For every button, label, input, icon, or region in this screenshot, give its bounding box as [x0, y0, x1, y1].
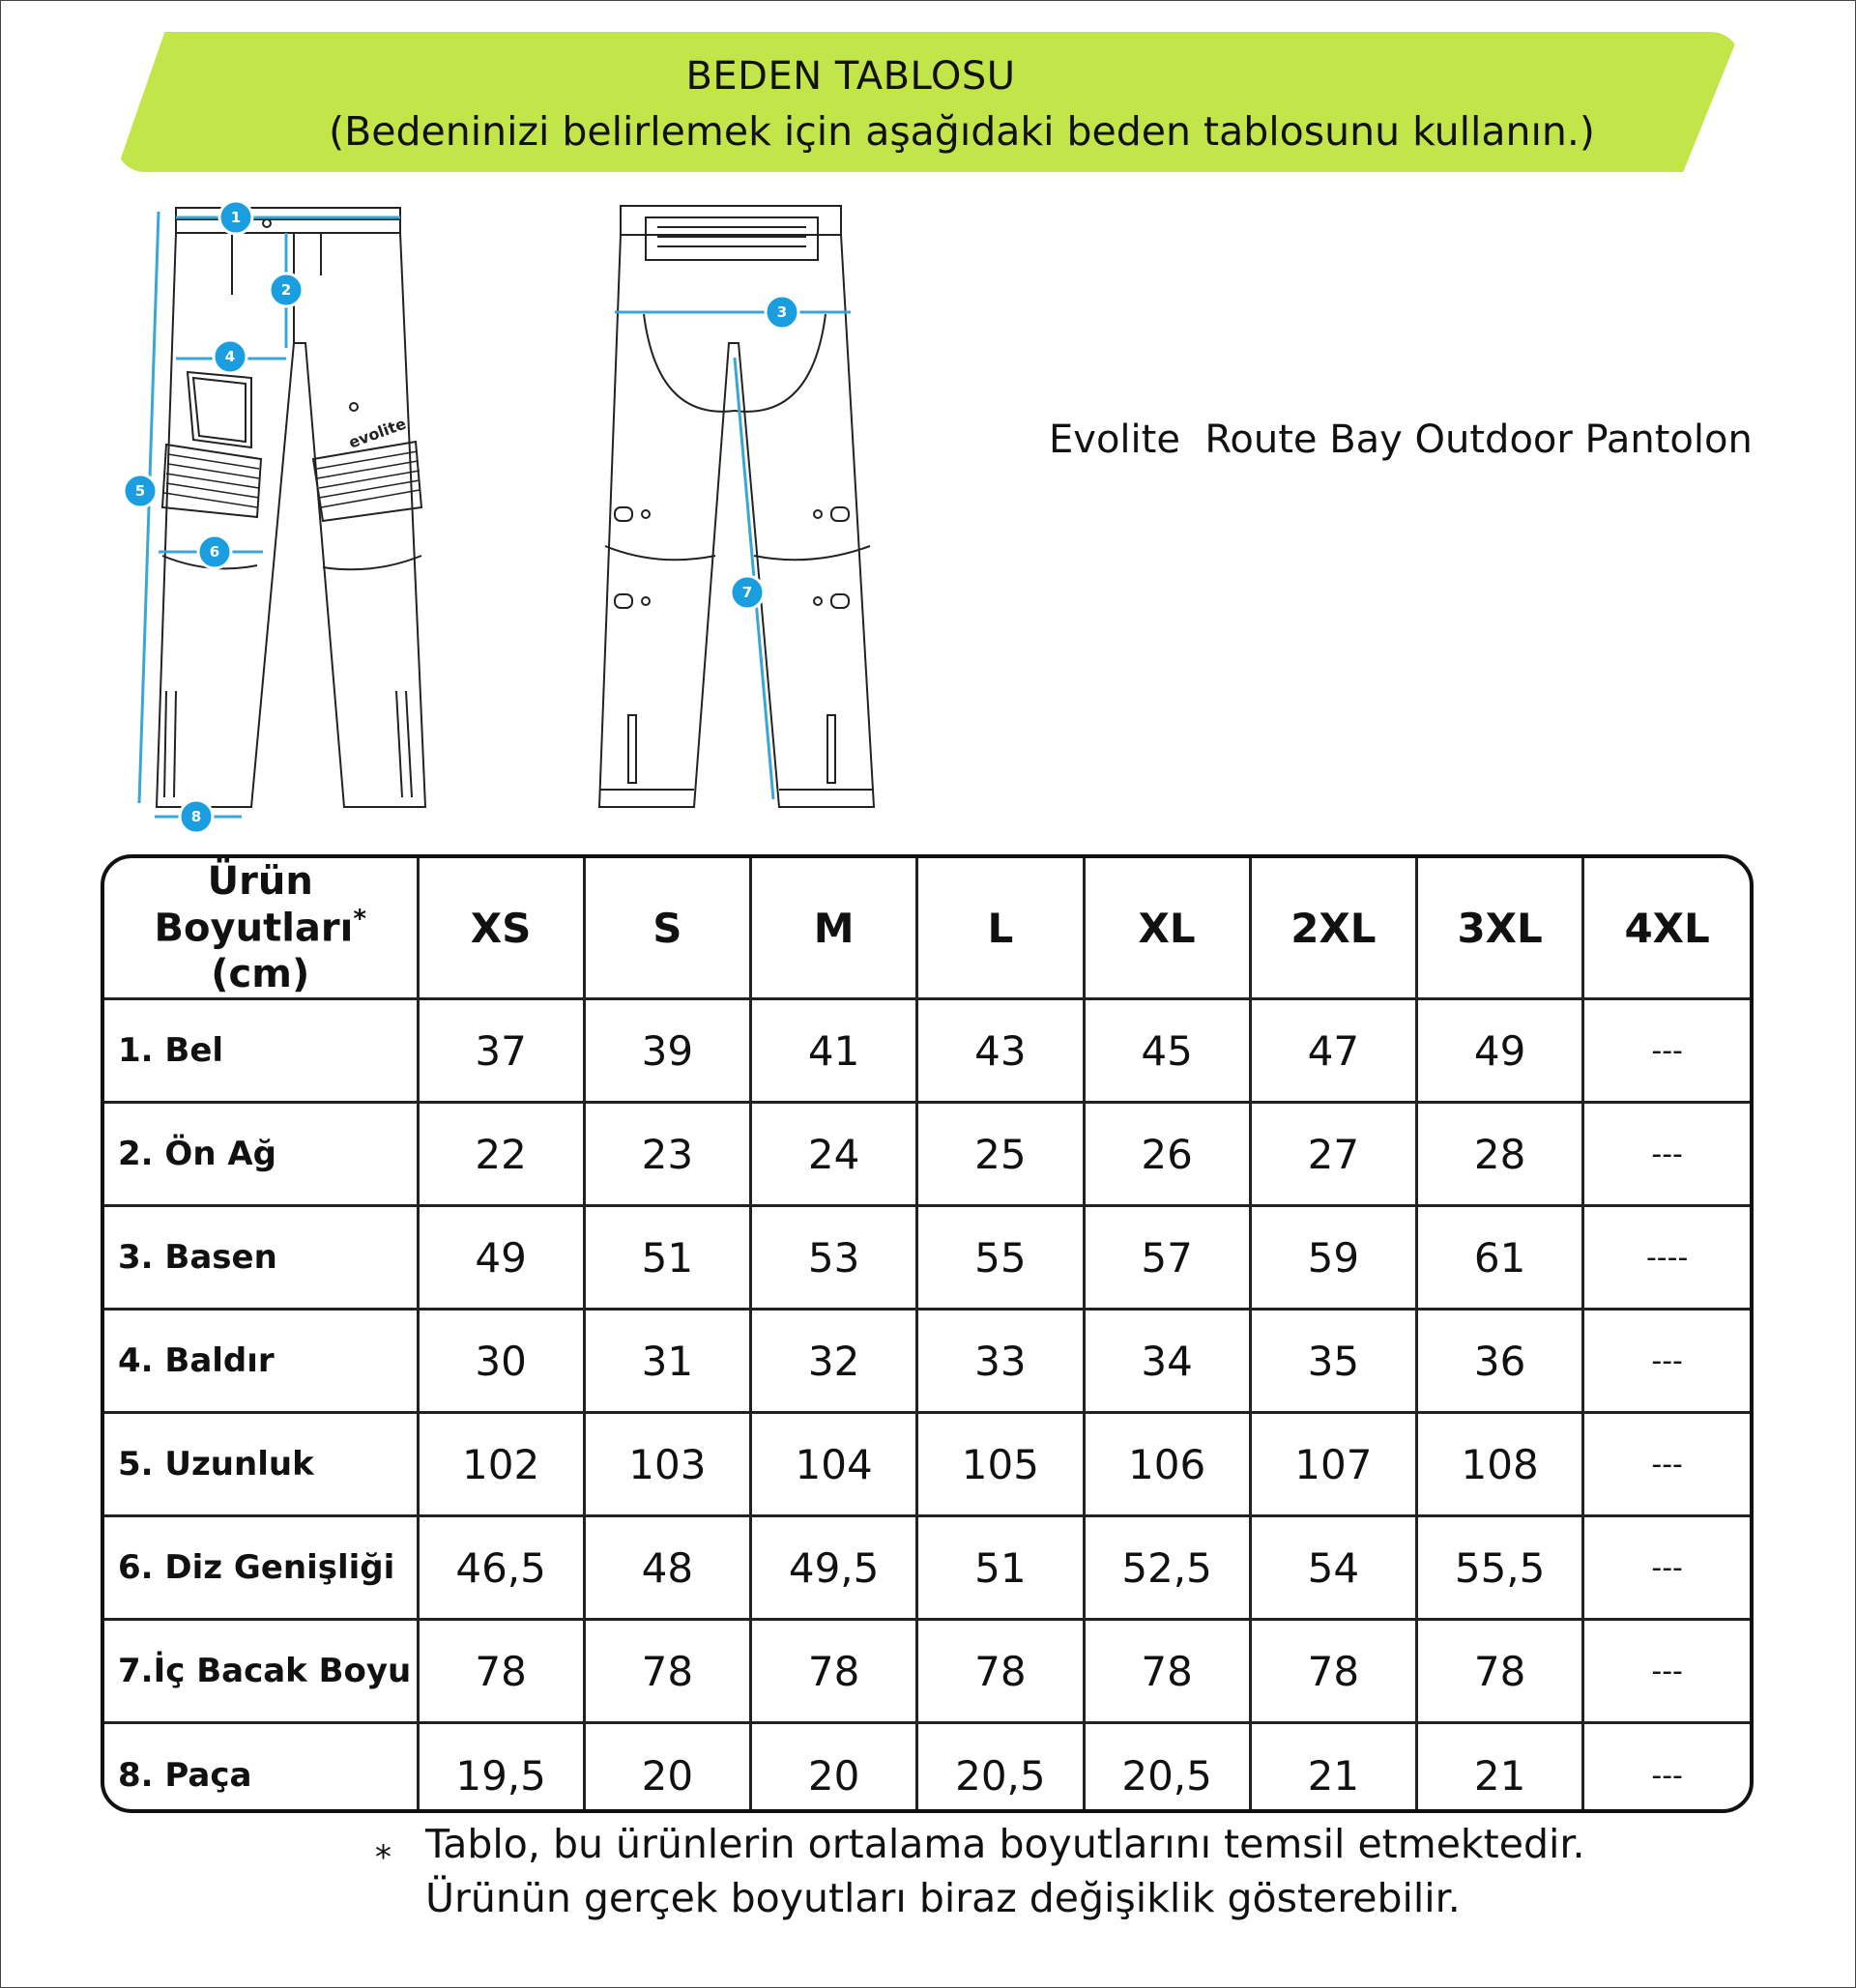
table-cell: 41 — [751, 999, 917, 1103]
table-cell: --- — [1583, 1103, 1750, 1206]
table-cell: 26 — [1084, 1103, 1250, 1206]
table-cell: --- — [1583, 1723, 1750, 1813]
footnote-line-2: Ürünün gerçek boyutları biraz değişiklik gösterebilir. — [425, 1875, 1461, 1921]
table-cell: --- — [1583, 1413, 1750, 1516]
size-header: 3XL — [1417, 858, 1583, 999]
svg-text:6: 6 — [209, 543, 220, 561]
table-cell: --- — [1583, 1516, 1750, 1620]
table-cell: 24 — [751, 1103, 917, 1206]
table-row — [104, 1103, 1750, 1206]
row-label: 6. Diz Genişliği — [104, 1516, 418, 1620]
table-row — [104, 1723, 1750, 1813]
product-name: Evolite Route Bay Outdoor Pantolon — [1049, 418, 1753, 462]
table-row — [104, 1206, 1750, 1310]
header-unit: (cm) — [211, 952, 310, 997]
row-label: 1. Bel — [104, 999, 418, 1103]
marker-7-icon — [731, 576, 764, 609]
marker-4-icon — [214, 340, 246, 373]
table-cell: 21 — [1417, 1723, 1583, 1813]
table-cell: 48 — [584, 1516, 750, 1620]
svg-text:3: 3 — [776, 303, 788, 321]
table-cell: 108 — [1417, 1413, 1583, 1516]
table-cell: 78 — [1250, 1620, 1416, 1723]
table-cell: 55 — [917, 1206, 1084, 1310]
row-label: 3. Basen — [104, 1206, 418, 1310]
table-cell: 57 — [1084, 1206, 1250, 1310]
table-cell: 31 — [584, 1310, 750, 1413]
back-pants-drawing — [599, 206, 874, 807]
table-cell: 78 — [1417, 1620, 1583, 1723]
table-cell: 21 — [1250, 1723, 1416, 1813]
page-title: BEDEN TABLOSU — [685, 54, 1016, 99]
size-header: L — [917, 858, 1084, 999]
table-cell: 107 — [1250, 1413, 1416, 1516]
table-cell: 78 — [751, 1620, 917, 1723]
table-cell: --- — [1583, 999, 1750, 1103]
row-label: 4. Baldır — [104, 1310, 418, 1413]
svg-text:7: 7 — [741, 584, 753, 601]
row-label: 5. Uzunluk — [104, 1413, 418, 1516]
table-cell: 19,5 — [418, 1723, 584, 1813]
table-row — [104, 1516, 1750, 1620]
row-label: 2. Ön Ağ — [104, 1103, 418, 1206]
table-cell: 106 — [1084, 1413, 1250, 1516]
table-cell: 23 — [584, 1103, 750, 1206]
table-cell: 49 — [418, 1206, 584, 1310]
row-label: 7.İç Bacak Boyu — [104, 1620, 418, 1723]
table-cell: 102 — [418, 1413, 584, 1516]
table-cell: 54 — [1250, 1516, 1416, 1620]
svg-text:8: 8 — [190, 808, 202, 825]
table-cell: 59 — [1250, 1206, 1416, 1310]
size-table — [101, 854, 1754, 1813]
size-header: XL — [1084, 858, 1250, 999]
header-label: Ürün Boyutları — [154, 859, 354, 951]
marker-8-icon — [180, 800, 213, 833]
table-cell: 36 — [1417, 1310, 1583, 1413]
table-cell: 35 — [1250, 1310, 1416, 1413]
table-cell: 22 — [418, 1103, 584, 1206]
table-cell: 47 — [1250, 999, 1416, 1103]
table-cell: 55,5 — [1417, 1516, 1583, 1620]
table-cell: 45 — [1084, 999, 1250, 1103]
marker-2-icon — [270, 274, 303, 306]
table-cell: 103 — [584, 1413, 750, 1516]
table-cell: 51 — [584, 1206, 750, 1310]
table-cell: 78 — [1084, 1620, 1250, 1723]
header-label-cell — [104, 858, 418, 999]
table-cell: 52,5 — [1084, 1516, 1250, 1620]
table-cell: 46,5 — [418, 1516, 584, 1620]
marker-6-icon — [198, 535, 231, 568]
table-cell: 53 — [751, 1206, 917, 1310]
header-asterisk: * — [353, 905, 366, 934]
table-row — [104, 999, 1750, 1103]
table-cell: --- — [1583, 1310, 1750, 1413]
svg-text:1: 1 — [230, 209, 242, 226]
table-row — [104, 1620, 1750, 1723]
table-cell: 43 — [917, 999, 1084, 1103]
table-cell: 34 — [1084, 1310, 1250, 1413]
table-cell: 39 — [584, 999, 750, 1103]
table-row — [104, 1413, 1750, 1516]
table-row — [104, 1310, 1750, 1413]
table-cell: 37 — [418, 999, 584, 1103]
marker-3-icon — [766, 296, 798, 329]
table-cell: ---- — [1583, 1206, 1750, 1310]
page-subtitle: (Bedeninizi belirlemek için aşağıdaki beden tablosunu kullanın.) — [329, 108, 1595, 155]
table-cell: 78 — [418, 1620, 584, 1723]
table-cell: 49,5 — [751, 1516, 917, 1620]
pants-diagram — [116, 188, 899, 836]
size-header: XS — [418, 858, 584, 999]
table-cell: 78 — [584, 1620, 750, 1723]
size-header: 2XL — [1250, 858, 1416, 999]
table-cell: 25 — [917, 1103, 1084, 1206]
svg-text:5: 5 — [134, 482, 146, 500]
size-header: 4XL — [1583, 858, 1750, 999]
table-cell: 27 — [1250, 1103, 1416, 1206]
table-cell: 28 — [1417, 1103, 1583, 1206]
size-header: M — [751, 858, 917, 999]
size-header: S — [584, 858, 750, 999]
table-header-row — [104, 858, 1750, 999]
table-cell: 49 — [1417, 999, 1583, 1103]
brand-mark: evolite — [346, 414, 409, 452]
table-cell: 20 — [751, 1723, 917, 1813]
table-cell: 20 — [584, 1723, 750, 1813]
table-cell: 61 — [1417, 1206, 1583, 1310]
row-label: 8. Paça — [104, 1723, 418, 1813]
table-cell: 78 — [917, 1620, 1084, 1723]
marker-1-icon — [219, 201, 252, 234]
svg-text:2: 2 — [280, 281, 292, 299]
table-cell: 104 — [751, 1413, 917, 1516]
table-cell: --- — [1583, 1620, 1750, 1723]
table-cell: 30 — [418, 1310, 584, 1413]
footnote-line-1: Tablo, bu ürünlerin ortalama boyutlarını temsil etmektedir. — [425, 1821, 1585, 1867]
footnote-star: * — [375, 1838, 392, 1877]
svg-text:4: 4 — [224, 348, 236, 365]
table-cell: 32 — [751, 1310, 917, 1413]
marker-5-icon — [124, 475, 157, 507]
table-cell: 51 — [917, 1516, 1084, 1620]
table-cell: 33 — [917, 1310, 1084, 1413]
table-cell: 20,5 — [917, 1723, 1084, 1813]
table-cell: 105 — [917, 1413, 1084, 1516]
table-cell: 20,5 — [1084, 1723, 1250, 1813]
